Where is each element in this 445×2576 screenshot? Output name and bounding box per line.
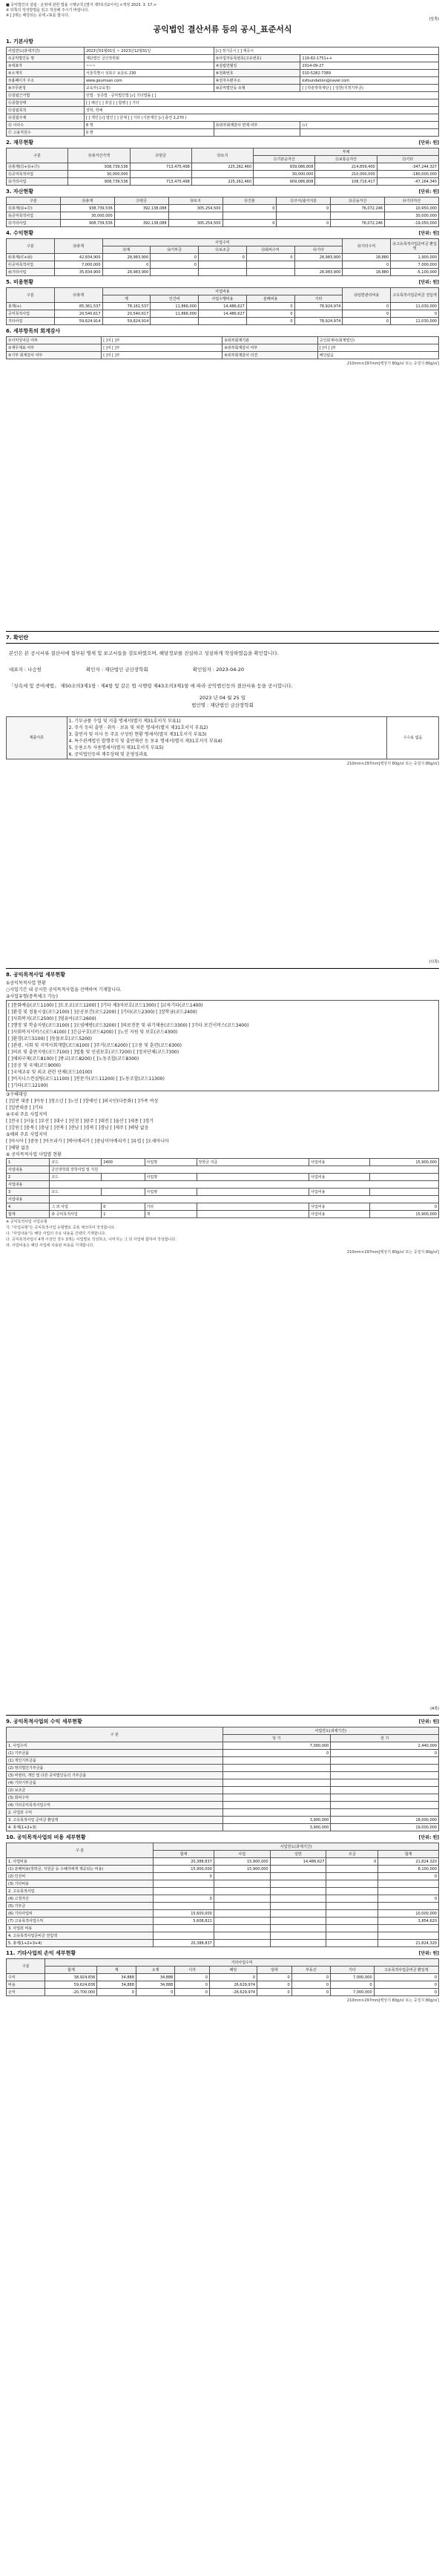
finance-table [6, 148, 439, 186]
table-row: ⑰ 고용직원수 0 명 [7, 129, 439, 137]
program-table [6, 1158, 439, 1218]
list-item: 3. 출연자 및 이사 등 주요 구성원 현황 명세서(별지 제31호서식 부표3) [68, 732, 207, 737]
checkbox-row[interactable]: [ ]아시아 [ ]중동 [ ]아프리카 [ ]북아메리카 [ ]중남미아메리카 [ ]유럽 [ ]오세아니아 [6, 1139, 169, 1144]
table-row: 2. 사업외 수익 [7, 1809, 439, 1817]
table-row: 사업내용 [7, 1196, 439, 1203]
table-row: 손익 -20,700,000 0 0 0 -26,629,974 0 0 7,000,000 0 [7, 1989, 439, 1996]
table-row: ㉟총계(㊱+㊲) 938,739,536 392,138,088 305,254,500 0 0 76,072,246 10,950,000 [7, 205, 439, 212]
form-page-1 [6, 3, 439, 619]
program-type-list [6, 1000, 439, 1091]
form-reference-note: ■ 공익법인의 설립ㆍ운영에 관한 법률 시행규칙 [별지 제7호의2서식] <개정 2023. 3. 17.> [6, 3, 157, 7]
table-row: (6) 기타사업비 15,600,000 10,000,000 [7, 1910, 439, 1918]
confirm-date: 확인일자 : 2023-04-20 [192, 667, 244, 673]
section-program-cost: 10. 공익목적사업의 비용 세부현황 [단위: 원] [6, 1834, 439, 1840]
section-cost: 5. 비용현황 [단위: 원] [6, 279, 439, 285]
table-row: 5. 총계(1+2+3+4) 20,388,837 21,824,320 [7, 1940, 439, 1947]
confirmer-name: 확인자 : 재단법인 금산장학회 [86, 667, 148, 673]
table-row: ㉖기타사업 908,739,536 713,475,498 225,262,460 909,086,808 108,716,417 -47,164,345 [7, 178, 439, 186]
table-row: 기타사업 59,624,914 59,624,914 0 78,924,974 0 11,030,000 [7, 318, 439, 325]
table-row: (1) 분배비용(장학금, 지원금 등 수혜자에게 제공되는 비용) 15,900,000 15,900,000 8,100,000 [7, 1866, 439, 1873]
table-row: ⑬설립목적 장학, 학예 [7, 107, 439, 114]
program-table-title: ⑥ 공익목적사업 사업별 현황 [6, 1152, 62, 1157]
checkbox-row[interactable]: [ ]비지니스컨설팅(코드11100) [ ]전문가(코드11200) [ ]노동조합(코드11300) [8, 1076, 165, 1082]
page-side-tag: (앞쪽) [429, 17, 439, 22]
checkbox-row[interactable]: [ ]문화예술(코드1100) [ ]도로교(코드1200) [ ]기타 제3자보호(코드1300) [ ]교육기타(코드1400) [8, 1003, 203, 1008]
checkbox-row[interactable]: [ ]사회복지서비스(코드4100) [ ]긴급구호(코드4200) [ ]노인 지원 및 보호(코드4300) [8, 1030, 178, 1035]
cost-table [6, 287, 439, 325]
table-header: 구분 ⑱총자산가액 ⑲현금 ⑳토지 부채 [7, 148, 439, 156]
program-type-title: ②사업유형(중복체크 가능) [6, 994, 58, 999]
program-status-title: ①공익목적사업 현황 [6, 981, 46, 986]
table-header: 계 인건비 사업수행비용 분배비용 기타 [7, 295, 439, 303]
table-row: ③재무제표 여부 [ ]여 [ ]부 ④외부회계감사 여부 [ ]여 [ ]부 [7, 344, 439, 352]
section-assets: 3. 자산현황 [단위: 원] [6, 189, 439, 194]
paper-size-footer: 210mm×297mm[백상지 80g/㎡ 또는 중질지 80g/㎡] [346, 762, 439, 766]
guidance-note: 다. 공익목적사업이 4개 이상인 경우 3개는 사업별로 작성하고, 나머지는 그 외 사업에 합하여 작성합니다. [6, 1238, 177, 1242]
table-row: 사업연도(과세기간) 2023년01월01일 ~ 2023년12월31일 [√] 정기공시 [ ] 재공시 [7, 48, 439, 55]
table-row: 4. 고유목적사업준비금 전입액 [7, 1932, 439, 1940]
table-row: 1 코드 2400 사업명 장학금 지급 사업비용 15,900,000 [7, 1159, 439, 1166]
checkbox-row[interactable]: [ ]관광, 사회 및 지역사회개발(코드6100) [ ]주거(코드6200) [ ]고용 및 훈련(코드6300) [8, 1043, 182, 1048]
list-item: 2. 주식 등의 출연 · 취득 · 보유 및 처분 명세서(별지 제31호서식 부표2) [68, 725, 208, 730]
table-header: 구 분 사업연도(과세기간) [7, 1727, 439, 1735]
table-row: ㉕공익목적사업 30,000,000 30,000,000 210,000,000 -180,000,000 [7, 171, 439, 178]
form-page-4 [6, 1706, 439, 2572]
checkbox-row[interactable]: [ ]환경 및 정물시설(코드2100) [ ]공공보건(코드2200) [ ]기타(코드2300) [ ]장학금(코드2400) [8, 1010, 197, 1015]
table-row: (3) 기타비용 [7, 1880, 439, 1888]
table-row: 2 코드 사업명 사업비용 [7, 1174, 439, 1181]
table-row: (7) 고유목적사업수익 5,608,821 3,854,620 [7, 1918, 439, 1925]
table-row: ⑤소재지 서울특별시 성북구 보문로 230 ⑥전화번호 010-5282-7389 [7, 70, 439, 77]
table-row: ⑪설립근거법 민법 · 상증법 · 공익법인법 [√] 기타법률 [ ] [7, 92, 439, 99]
table-row: (2) 보조금 [7, 1787, 439, 1794]
preparer-name: 대표자 : 나승헌 [9, 667, 42, 673]
table-header: 구 분 사업연도(과세기간) [7, 1843, 439, 1851]
table-row: ㊽기타사업 35,834,900 28,983,900 28,983,900 18,880 -5,100,000 [7, 269, 439, 276]
table-header: ㊴계 ㊵기부금 ㊷보조금 ㊸회비수익 ㊹기타 [7, 246, 439, 254]
table-row: (2) 영리법인기부금품 [7, 1765, 439, 1772]
table-row: ⑦홈페이지 주소 www.geumsan.com ⑧전자우편주소 ksfoundation@naver.com [7, 77, 439, 85]
table-row: 4. 총계(1+2+3) 3,900,000 19,000,000 [7, 1824, 439, 1831]
table-header: 구분 ㉘총계 ㉙현금 ㉚토지 ㉛건물 ㉜주식/출자지분 ㉝금융자산 ㉞기타자산 [7, 197, 439, 205]
table-row [7, 717, 439, 759]
basic-info-table [6, 47, 439, 137]
section-basic: 1. 기본사항 [6, 39, 34, 45]
checkbox-row[interactable]: [ ]기타(코드12100) [8, 1083, 48, 1088]
checkbox-row[interactable]: [ ]의료 및 출판지원(코드7100) [ ]법률 및 인권보호(코드7200) [ ]정치단체(코드7300) [8, 1050, 179, 1055]
assets-table [6, 197, 439, 227]
section-income: 4. 수익현황 [단위: 원] [6, 230, 439, 236]
form-page-3 [6, 959, 439, 1701]
checkbox-row[interactable]: [ ]해당 없음 [6, 1145, 30, 1151]
section-program-income: 9. 공익목적사업의 수익 세부현황 [단위: 원] [6, 1719, 439, 1725]
submitted-docs-table [6, 716, 439, 759]
table-row: (2) 인건비 0 0 [7, 1873, 439, 1880]
checkbox-row[interactable]: [ ]해외구제(코드8100) [ ]종교(코드8200) [ ]노동조합(코드8300) [8, 1056, 139, 1062]
paper-size-footer: 210mm×297mm[백상지 80g/㎡ 또는 중질지 80g/㎡] [346, 1998, 439, 2003]
page-side-tag: (4쪽) [430, 1707, 439, 1711]
list-item: 5. 운용소득 사용명세서(별지 제31호서식 부표5) [68, 745, 164, 751]
paper-size-footer: 210mm×297mm[백상지 80g/㎡ 또는 중질지 80g/㎡] [346, 1250, 439, 1255]
table-row: (3) 회비수익 [7, 1794, 439, 1802]
fee-label: 수수료 없음 [387, 717, 439, 759]
checkbox-row[interactable]: [ ]환경(코드5100) [ ]동물보호(코드5200) [8, 1036, 92, 1042]
form-page-2 [6, 622, 439, 956]
audit-table [6, 336, 439, 359]
table-row: ㊼공익목적사업 7,000,000 0 0 0 7,000,000 [7, 261, 439, 269]
guidance-note: 나. "사업내용"은 해당 사업의 주요 내용을 간략히 기재합니다. [6, 1232, 106, 1236]
table-row: ①이익잉여금 여부 [ ]여 [ ]부 ②외부회계기관 공인회계사(회계법인) [7, 337, 439, 344]
page-side-tag: (뒤쪽) [429, 960, 439, 964]
filing-type-checkbox[interactable]: [√] 정기공시 [ ] 재공시 [214, 48, 438, 55]
section-audit: 6. 세부항목의 회계감사 [6, 328, 61, 334]
list-item: 1. 기부금품 수입 및 지출 명세서(별지 제31호서식 부표1) [68, 719, 181, 724]
program-income-table [6, 1727, 439, 1831]
table-row: 사업내용 [7, 1181, 439, 1189]
table-header: 합계 사업 일반 모금 합계 [7, 1851, 439, 1858]
checkbox-row[interactable]: [ ]행정 및 학술지원(코드3100) [ ]오염예방(코드3200) [ ]의료전문 및 위기채용(코드3300) [ ]기타 보건서비스(코드3400) [8, 1023, 249, 1028]
table-row: ⑭설립주체 [ ] 개인 [√] 법인 [ ] 단체 [ ] 기타 (기본재산 [√] 출연 2,270 ) [7, 114, 439, 122]
program-status-note: ○사업기간 내 공시한 공익목적사업을 선택하여 기재합니다. [6, 987, 122, 993]
docs-label: 제출서류 [7, 717, 67, 759]
instruction-note: ※ 뒤쪽의 작성방법을 읽고 작성해 주시기 바랍니다. [6, 8, 89, 13]
form-title: 공익법인 결산서류 등의 공시_표준서식 [153, 24, 292, 34]
table-row: ⑤기부 회계감사 여부 [ ]여 [ ]부 ⑥외부회계감사 의견 해당없음 [7, 352, 439, 359]
table-row: (4) 기타기부금품 [7, 1779, 439, 1787]
homepage-link[interactable]: www.geumsan.com [84, 77, 214, 85]
email-link[interactable]: ksfoundation@naver.com [300, 77, 439, 85]
filing-date: 2023 년 04 월 25 일 [199, 695, 246, 701]
section-finance: 2. 재무현황 [단위: 원] [6, 140, 439, 146]
checkbox-row[interactable]: [ ]공공 및 국제(코드9000) [8, 1063, 61, 1068]
table-row: 3. 고유목적사업 준비금 환입액 3,900,000 18,000,000 [7, 1817, 439, 1824]
table-row: ㊱공익목적사업 30,000,000 30,000,000 [7, 212, 439, 220]
section-confirmation: 7. 확인란 [6, 635, 29, 641]
table-row: ③대표자 ~~~ ④설립연월일 2014-09-27 [7, 62, 439, 70]
checkbox-row[interactable]: [ ]일반 대중 [ ]아동 [ ]청소년 [ ]노인 [ ]장애인 [ ]외국인(다문화) [ ]가족 여성 [6, 1099, 159, 1104]
table-row: ㊻총계(㊼+㊽) 42,834,900 28,983,900 0 0 0 28,983,900 18,880 1,900,000 [7, 254, 439, 261]
table-row: 3 코드 사업명 사업비용 [7, 1189, 439, 1196]
table-row: 1. 사업비용 20,388,837 15,900,000 14,486,627 0 21,824,320 [7, 1858, 439, 1866]
table-header: 합계 계 소계 이자 배당 임대 부동산 기타 고유목적사업준비금 환입액 [7, 1967, 439, 1974]
checkbox-row[interactable]: [ ]국제교류 및 외교 관련 단체(코드10100) [8, 1070, 93, 1075]
table-row: ⑮ 이사수 8 명 ⑯외부회계감사 면제 여부 (√) [7, 122, 439, 129]
signer-name: 법인명 : 재단법인 금산장학회 [191, 702, 254, 708]
table-row: 비용 59,624,836 34,888 34,888 0 26,629,974 0 0 0 0 [7, 1981, 439, 1989]
checkbox-row[interactable]: [ ]일반대중 [ ]기타 [6, 1105, 43, 1111]
table-header: 구분 ㊳총계 사업수익 ㊺기타수익 ㊶고유목적사업준비금 환입액 [7, 239, 439, 246]
list-item: 4. 특수관계법인 발행주식 및 출연재산 등 보유 명세서(별지 제31호서식 부표4) [68, 739, 222, 744]
checkbox-row[interactable]: [ ]강원 [ ]충북 [ ]충남 [ ]전북 [ ]전남 [ ]경북 [ ]경남 [ ]제주 [ ]해당 없음 [6, 1125, 149, 1131]
section-program-detail: 8. 공익목적사업 세부현황 [6, 972, 66, 978]
table-header: 당 기 전 기 [7, 1735, 439, 1742]
beneficiary-title: ③수혜대상 [6, 1092, 27, 1097]
table-row: (3) 비영리, 개인 및 다른 공익법인등의 기부금품 [7, 1772, 439, 1779]
list-item: 6. 공익법인등의 재무상태 및 운영성과표 [68, 752, 148, 757]
table-row: 1. 사업수익 7,000,000 2,440,000 [7, 1742, 439, 1750]
table-row: (5) 기부금 [7, 1903, 439, 1910]
guidance-note: 라. 사업비용은 해당 사업에 사용된 비용을 기재합니다. [6, 1243, 94, 1248]
table-row: 공익목적사업 20,540,617 20,540,617 11,866,000 14,486,627 0 0 0 [7, 310, 439, 318]
section-other-business: 11. 기타사업의 손익 세부현황 [단위: 원] [6, 1950, 439, 1956]
table-row: ①공익법인등 명 재단법인 금산장학회 ②사업자등록번호(고유번호) 119-82-1751++ [7, 55, 439, 62]
table-row: ㊲기타사업 908,739,536 392,138,088 305,254,500 0 0 76,072,246 -19,050,000 [7, 220, 439, 227]
confirmation-statement: 본인은 본 공시서류 결산서에 첨부된 명세 및 보고서들을 검토하였으며, 해당정보를 진실하고 성실하게 작성하였음을 확인합니다. [9, 650, 279, 656]
table-header: ㉑기본순자산 ㉒보통순자산 ㉓기타 [7, 156, 439, 163]
guidance-note: 가. "사업유형"은 공익목적사업 유형별로 중복 체크하여 작성합니다. [6, 1226, 116, 1230]
checkbox-row[interactable]: [ ]사회복지(코드2500) [ ]영유아(코드2600) [8, 1016, 96, 1021]
table-row: 2. 고유목적사업 [7, 1888, 439, 1895]
paper-size-footer: 210mm×297mm[백상지 80g/㎡ 또는 중질지 80g/㎡] [346, 362, 439, 366]
table-row: (4) 기타공익목적사업수익 [7, 1802, 439, 1809]
table-row: 3. 사업외 비용 [7, 1925, 439, 1932]
table-row: (1) 개인기부금품 [7, 1757, 439, 1765]
guidance-note: ※ 공익목적사업 사업유형 [6, 1220, 47, 1224]
checkbox-row[interactable]: [ ]전국 [ ]서울 [ ]부산 [ ]대구 [ ]인천 [ ]광주 [ ]대전 [ ]울산 [ ]세종 [ ]경기 [6, 1119, 154, 1124]
table-row: ㉔총계(㉕+㉖+㉗) 938,739,536 713,475,498 225,262,460 939,086,808 214,859,400 -347,244,327 [7, 163, 439, 171]
legal-basis: 「상속세 및 증여세법」 제50조의3제1항ㆍ제4항 및 같은 법 시행령 제43조의3제1항 에 따라 공익법인등의 결산서류 등을 공시합니다. [9, 683, 293, 689]
overseas-region-title: ⑤해외 주요 사업지역 [6, 1132, 47, 1137]
other-business-table [6, 1958, 439, 1996]
table-row: 사업내용 금산장학회 장학사업 및 지원 [7, 1166, 439, 1174]
table-row: ⑫종합상태 [ ] 해산 [ ] 휴업 [ ] 합병 [ ] 기타 [7, 99, 439, 107]
table-row: (1) 기부금품 0 0 [7, 1750, 439, 1757]
table-row: ⑨주무관청 교육부(교육청) ⑩공익법인등 유형 [ ] 학술장학재단 [ ] 일반(지정기부금) [7, 85, 439, 92]
table-row: 총계(+) 85,361,537 78,161,537 11,866,000 14,486,627 0 78,924,974 0 11,030,000 [7, 303, 439, 310]
table-row: 합계 총 공익목적사업 1 개 사업비용 15,900,000 [7, 1211, 439, 1218]
domestic-region-title: ④국내 주요 사업지역 [6, 1112, 47, 1117]
table-header: 구분 ㊾총계 사업비용 ㊿일반관리비용 고유목적사업준비금 전입액 [7, 288, 439, 295]
income-table [6, 238, 439, 276]
table-row: 4 그 외 사업 0 기타 사업비용 0 [7, 1203, 439, 1211]
table-header: 구분 기타사업수익 [7, 1959, 439, 1967]
checkbox-note: ※ [ ]에는 해당되는 곳에 √표를 합니다. [6, 13, 70, 18]
program-cost-table [6, 1843, 439, 1947]
table-row: 수익 38,924,836 34,888 34,888 0 0 0 0 7,000,000 0 [7, 1974, 439, 1981]
table-row: (4) 고정자산 0 0 [7, 1895, 439, 1903]
